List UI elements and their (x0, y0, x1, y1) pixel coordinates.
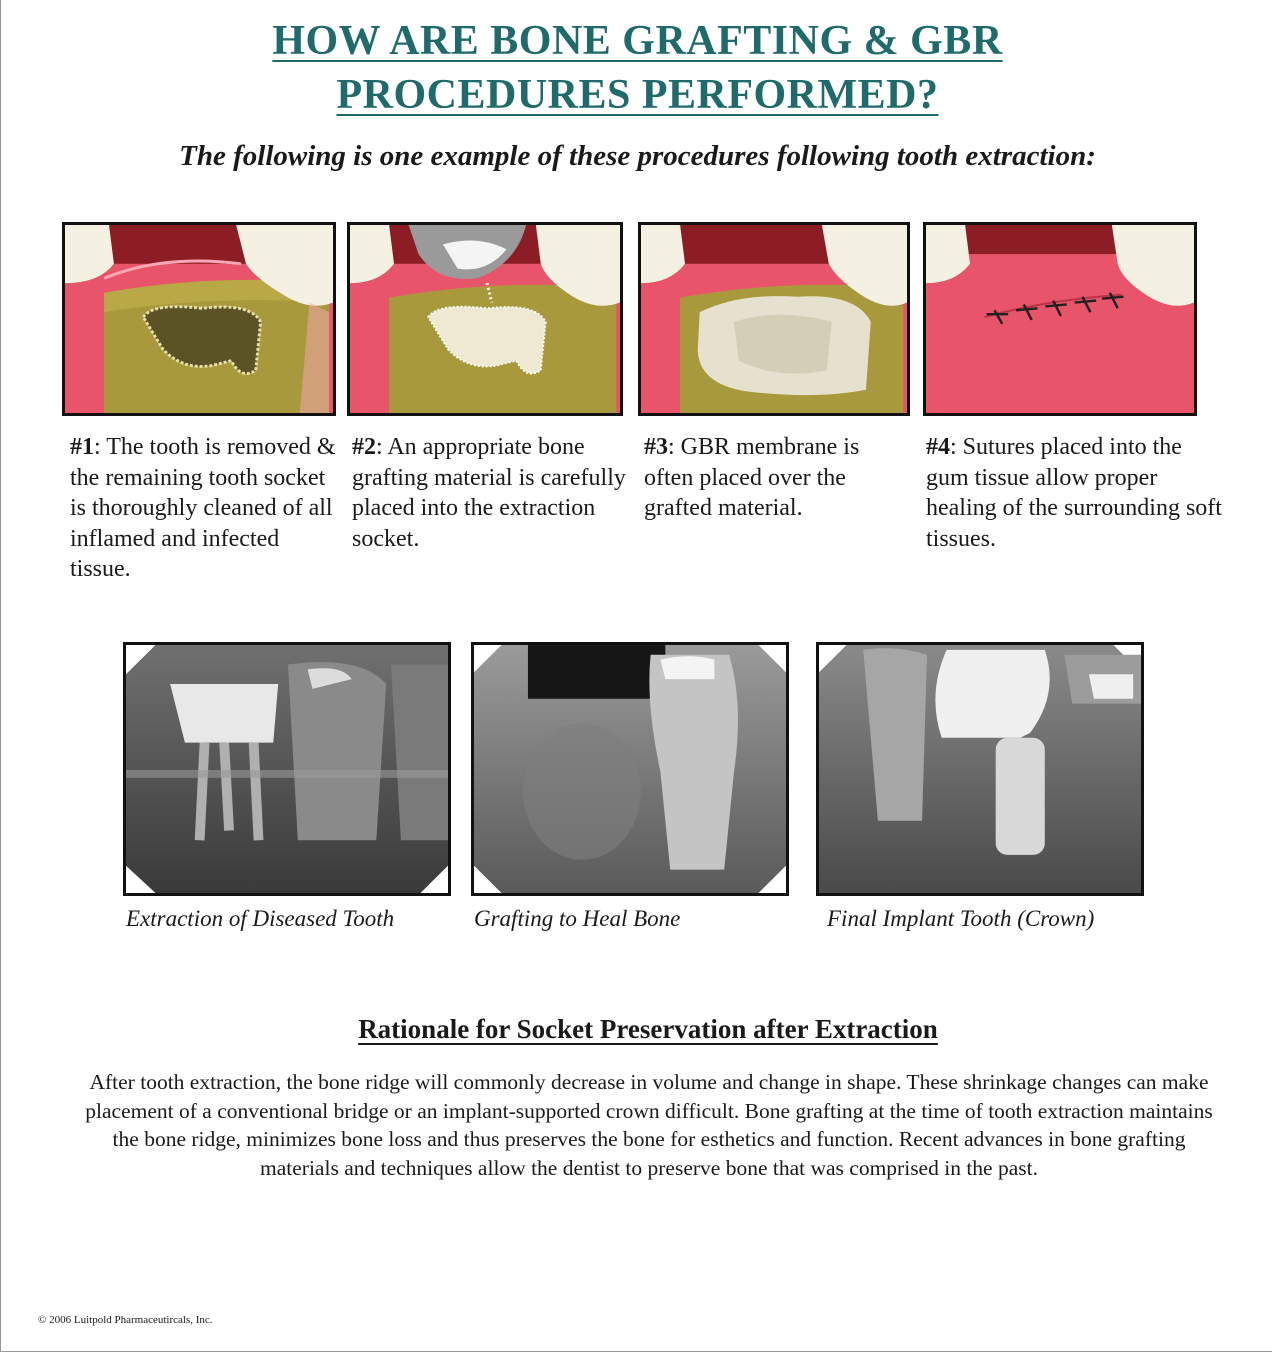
subtitle: The following is one example of these procedures following tooth extraction: (179, 140, 1096, 172)
copyright-notice: © 2006 Luitpold Pharmaceutircals, Inc. (38, 1314, 213, 1326)
xray-extraction (123, 642, 451, 896)
xray-caption-grafting: Grafting to Heal Bone (474, 906, 681, 931)
xray-final-implant (816, 642, 1144, 896)
step-1-text: : The tooth is removed & the remaining tooth socket is thoroughly cleaned of all inflamed and infected tissue. (70, 434, 336, 582)
xray-grafting (471, 642, 789, 896)
rationale-heading: Rationale for Socket Preservation after Extraction (358, 1014, 938, 1044)
xray-caption-extraction: Extraction of Diseased Tooth (126, 906, 395, 931)
title-line-1: HOW ARE BONE GRAFTING & GBR (272, 18, 1003, 64)
rationale-body: After tooth extraction, the bone ridge will commonly decrease in volume and change in shape. These shrinkage changes can make placement of a conventional bridge or an implant-supported crown difficult. Bone grafting at the time of tooth extraction maintains the bone ridge, minimizes bone loss and thus preserves the bone for esthetics and function. Recent advances in bone grafting materials and techniques allow the dentist to preserve bone that was comprised in the past. (85, 1070, 1213, 1180)
xray-caption-final: Final Implant Tooth (Crown) (827, 906, 1095, 931)
step-2-caption (352, 432, 628, 554)
step-4-illustration (923, 222, 1197, 416)
step-1-illustration (62, 222, 336, 416)
step-4-caption (926, 432, 1226, 554)
step-4-text: : Sutures placed into the gum tissue allow proper healing of the surrounding soft tissues. (926, 434, 1222, 552)
step-3-caption (644, 432, 906, 524)
step-2-illustration (347, 222, 623, 416)
step-4-number: #4 (926, 434, 950, 460)
step-2-text: : An appropriate bone grafting material is carefully placed into the extraction socket. (352, 434, 626, 552)
step-3-number: #3 (644, 434, 668, 460)
step-3-illustration (638, 222, 910, 416)
step-1-number: #1 (70, 434, 94, 460)
step-2-number: #2 (352, 434, 376, 460)
step-1-caption (70, 432, 342, 585)
step-3-text: : GBR membrane is often placed over the grafted material. (644, 434, 860, 521)
title-line-2: PROCEDURES PERFORMED? (336, 72, 939, 118)
